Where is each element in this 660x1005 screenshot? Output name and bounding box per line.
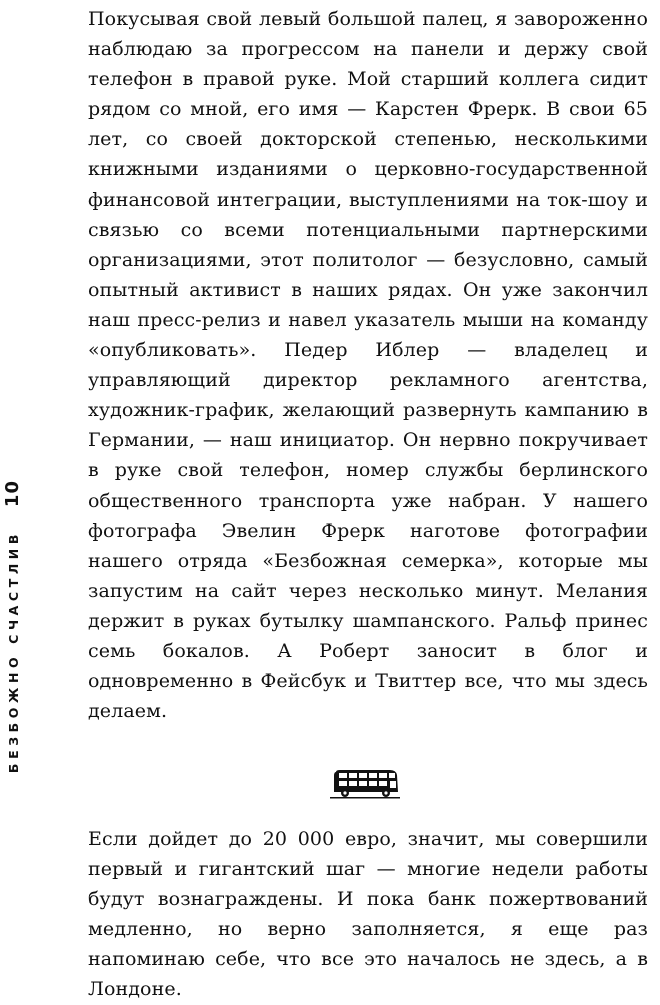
- running-head: [2, 480, 32, 810]
- paragraph-2: Если дойдет до 20 000 евро, значит, мы совершили первый и гигантский шаг — многие недели работы будут вознаграждены. И пока банк пожертвований медленно, но верно заполняется, я еще раз напоминаю себе, что все это началось не здесь, а в Лондоне.: [88, 828, 648, 1001]
- paragraph-1: Покусывая свой левый большой палец, я завороженно наблюдаю за прогрессом на панели и держу свой телефон в правой руке. Мой старший коллега сидит рядом со мной, его имя — Карстен Фрерк. В свои 65 лет, со своей докторской степенью, несколькими книжными изданиями о церковно-государственной финансовой интеграции, выступлениями на ток-шоу и связью со всеми потенциальными партнерскими организациями, этот политолог — безусловно, самый опытный активист в наших рядах. Он уже закончил наш пресс-релиз и навел указатель мыши на команду «опубликовать». Педер Иблер — владелец и управляющий директор рекламного агентства, художник-график, желающий развернуть кампанию в Германии, — наш инициатор. Он нервно покручивает в руке свой телефон, номер службы берлинского общественного транспорта уже набран. У нашего фотографа Эвелин Фрерк наготове фотографии нашего отряда «Безбожная семерка», которые мы запустим на сайт через несколько минут. Мелания держит в руках бутылку шампанского. Ральф принес семь бокалов. А Роберт заносит в блог и одновременно в Фейсбук и Твиттер все, что мы здесь делаем.: [88, 8, 648, 723]
- double-decker-bus-icon: [330, 768, 400, 800]
- page-number: 10: [2, 480, 23, 508]
- book-title: БЕЗБОЖНО СЧАСТЛИВ: [6, 530, 21, 774]
